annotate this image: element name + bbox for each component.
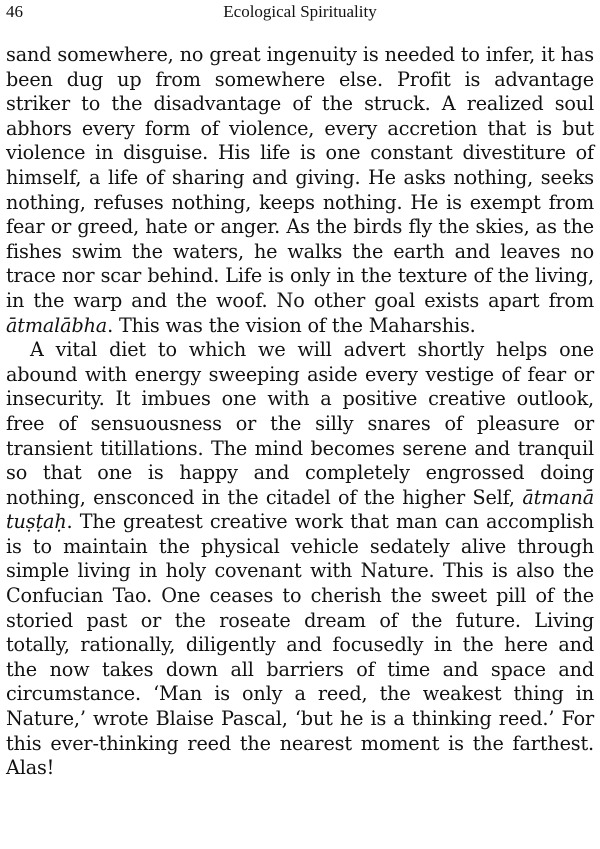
paragraph-2	[6, 338, 594, 781]
body-text	[6, 43, 594, 781]
italic-term-atmana-tustah: ātmanā tuṣṭaḥ	[6, 485, 594, 534]
paragraph-1-text-a: sand somewhere, no great ingenuity is needed to infer, it has been dug up from somewhere else. Profit is advantage striker to the disadvantage of the struck. A realized soul abhors every form of violence, every accretion that is but violence in disguise. His life is one constant divestiture of himself, a life of sharing and giving. He asks nothing, seeks nothing, refuses nothing, keeps nothing. He is exempt from fear or greed, hate or anger. As the birds fly the skies, as the fishes swim the waters, he walks the earth and leaves no trace nor scar behind. Life is only in the texture of the living, in the warp and the woof. No other goal exists apart from	[6, 43, 594, 312]
paragraph-1	[6, 43, 594, 338]
italic-term-atmalabha: ātmalābha	[6, 313, 108, 337]
page-header	[6, 2, 594, 24]
page-number: 46	[6, 2, 23, 21]
paragraph-2-text-a: A vital diet to which we will advert shortly helps one abound with energy sweeping aside every vestige of fear or insecurity. It imbues one with a positive creative outlook, free of sensuousness or the silly snares of pleasure or transient titillations. The mind becomes serene and tranquil so that one is happy and completely engrossed doing nothing, ensconced in the citadel of the higher Self,	[6, 338, 594, 509]
paragraph-1-text-b: . This was the vision of the Maharshis.	[107, 313, 476, 337]
running-title: Ecological Spirituality	[223, 2, 377, 21]
paragraph-2-text-b: . The greatest creative work that man can accomplish is to maintain the physical vehicle sedately alive through simple living in holy covenant with Nature. This is also the Confucian Tao. One ceases to cherish the sweet pill of the storied past or the roseate dream of the future. Living totally, rationally, diligently and focusedly in the here and the now takes down all barriers of time and space and circumstance. ‘Man is only a reed, the weakest thing in Nature,’ wrote Blaise Pascal, ‘but he is a thinking reed.’ For this ever-thinking reed the nearest moment is the farthest. Alas!	[6, 510, 594, 780]
